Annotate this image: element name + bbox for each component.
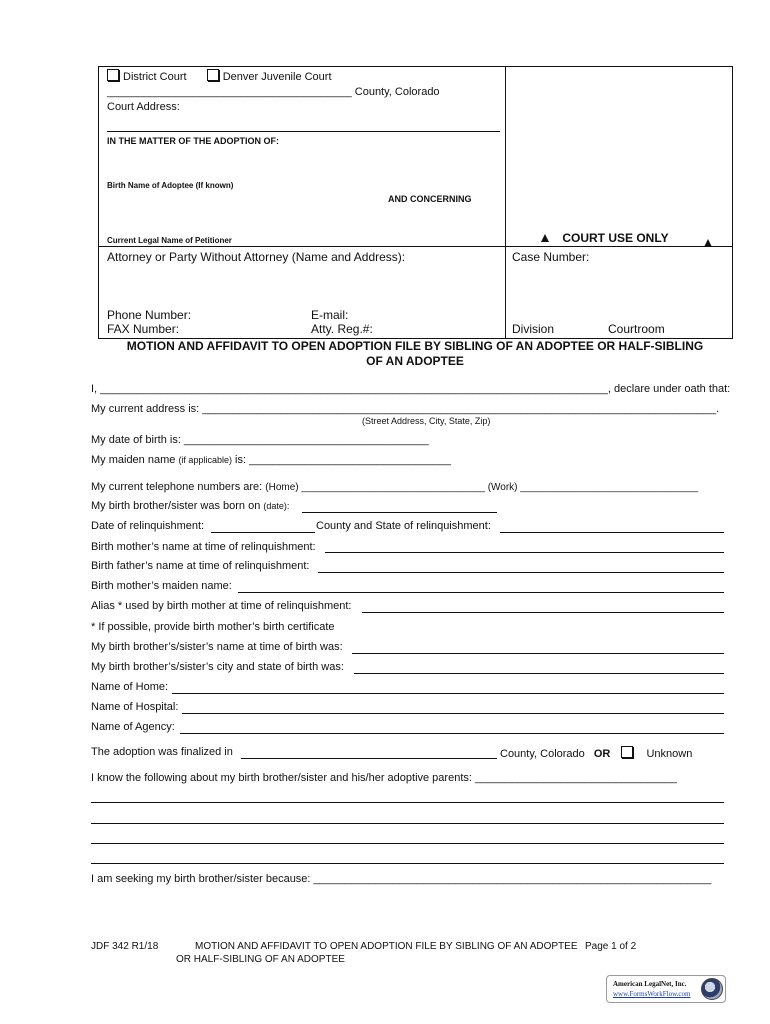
globe-icon <box>701 978 723 1000</box>
sibling-name-label: My birth brother’s/sister’s name at time of birth was: <box>91 641 343 653</box>
mother-maiden-label: Birth mother’s maiden name: <box>91 580 232 592</box>
name-home-label: Name of Home: <box>91 681 169 693</box>
caption-divider <box>107 131 500 132</box>
sibling-born-field[interactable] <box>302 512 497 513</box>
case-number-label: Case Number: <box>512 250 590 264</box>
sibling-city-field[interactable] <box>354 673 724 674</box>
relinquishment-date-field[interactable] <box>211 532 315 533</box>
alias-field[interactable] <box>362 612 724 613</box>
maiden-name-field[interactable]: is: _________________________________ <box>235 454 451 466</box>
address-hint: (Street Address, City, State, Zip) <box>362 416 491 426</box>
division-label: Division <box>512 322 555 336</box>
denver-juvenile-label: Denver Juvenile Court <box>222 71 332 83</box>
or-label: OR <box>593 748 611 760</box>
atty-reg-label: Atty. Reg.#: <box>311 322 373 336</box>
unknown-checkbox[interactable] <box>621 746 633 758</box>
denver-juvenile-checkbox[interactable] <box>207 69 219 81</box>
father-name-field[interactable] <box>318 572 724 573</box>
up-arrow-icon <box>704 234 712 252</box>
court-use-only <box>541 231 669 245</box>
attorney-label: Attorney or Party Without Attorney (Name and Address): <box>107 250 406 264</box>
phones-fields[interactable]: (Home) _________________________________ (Work) ________________________________ <box>265 482 699 493</box>
sibling-city-label: My birth brother’s/sister’s city and state of birth was: <box>91 661 344 673</box>
name-agency-field[interactable] <box>180 733 724 734</box>
footer-title-line1: MOTION AND AFFIDAVIT TO OPEN ADOPTION FILE BY SIBLING OF AN ADOPTEE <box>195 941 578 952</box>
district-court-label: District Court <box>123 71 187 83</box>
sibling-born-hint: (date): <box>263 501 290 511</box>
maiden-name-hint: (if applicable) <box>178 455 232 465</box>
name-home-field[interactable] <box>172 693 724 694</box>
alias-label: Alias * used by birth mother at time of relinquishment: <box>91 600 352 612</box>
footer-title-line2: OR HALF-SIBLING OF AN ADOPTEE <box>176 954 345 965</box>
district-court-checkbox[interactable] <box>107 69 119 81</box>
address-line[interactable]: My current address is: ____________________________________________________________________________________. <box>91 403 720 415</box>
up-arrow-icon <box>541 234 549 242</box>
i-know-line[interactable]: I know the following about my birth brother/sister and his/her adoptive parents: _________________________________ <box>91 772 677 784</box>
footer-form-id: JDF 342 R1/18 <box>91 941 159 952</box>
relinquishment-county-label: County and State of relinquishment: <box>316 520 491 532</box>
sibling-name-field[interactable] <box>352 653 724 654</box>
father-name-label: Birth father’s name at time of relinquishment: <box>91 560 310 572</box>
fax-label: FAX Number: <box>107 322 180 336</box>
american-legalnet-logo[interactable] <box>606 975 726 1003</box>
logo-url[interactable]: www.FormsWorkFlow.com <box>613 990 691 998</box>
courtroom-label: Courtroom <box>608 322 665 336</box>
form-title <box>98 339 732 369</box>
birth-name-label: Birth Name of Adoptee (If known) <box>107 181 234 190</box>
footer-page: Page 1 of 2 <box>585 941 637 952</box>
finalized-line-end <box>500 746 692 760</box>
finalized-county-label: County, Colorado <box>500 748 585 760</box>
footnote: * If possible, provide birth mother’s birth certificate <box>91 621 335 633</box>
form-title-line2: OF AN ADOPTEE <box>366 354 464 368</box>
court-address-label: Court Address: <box>107 101 180 113</box>
i-know-field-line-2[interactable] <box>91 823 724 824</box>
in-the-matter-label: IN THE MATTER OF THE ADOPTION OF: <box>107 136 279 146</box>
and-concerning-label: AND CONCERNING <box>388 194 472 204</box>
sibling-born-label: My birth brother/sister was born on <box>91 500 261 512</box>
finalized-county-field[interactable] <box>241 758 497 759</box>
mother-name-field[interactable] <box>325 552 724 553</box>
name-hospital-label: Name of Hospital: <box>91 701 179 713</box>
phones-label: My current telephone numbers are: <box>91 481 263 493</box>
email-label: E-mail: <box>311 308 349 322</box>
phones-line[interactable] <box>91 481 698 493</box>
relinquishment-date-label: Date of relinquishment: <box>91 520 205 532</box>
county-line[interactable]: ________________________________________ County, Colorado <box>107 86 440 98</box>
phone-label: Phone Number: <box>107 308 192 322</box>
mother-name-label: Birth mother’s name at time of relinquishment: <box>91 541 316 553</box>
unknown-label: Unknown <box>646 748 693 760</box>
sibling-born-line <box>91 500 289 512</box>
mother-maiden-field[interactable] <box>238 592 724 593</box>
current-legal-name-label: Current Legal Name of Petitioner <box>107 236 232 245</box>
dob-line[interactable]: My date of birth is: ________________________________________ <box>91 434 429 446</box>
name-hospital-field[interactable] <box>182 713 724 714</box>
i-know-field-line-1[interactable] <box>91 802 724 803</box>
maiden-name-line[interactable] <box>91 454 451 466</box>
seeking-line[interactable]: I am seeking my birth brother/sister because: _________________________________________________________________ <box>91 873 712 885</box>
i-know-field-line-4[interactable] <box>91 863 724 864</box>
maiden-name-label: My maiden name <box>91 454 176 466</box>
name-agency-label: Name of Agency: <box>91 721 175 733</box>
court-use-only-label: COURT USE ONLY <box>562 231 669 245</box>
finalized-label: The adoption was finalized in <box>91 746 233 758</box>
logo-name: American LegalNet, Inc. <box>613 980 687 988</box>
declare-line[interactable]: I, ___________________________________________________________________________________, declare under oath that: <box>91 383 731 395</box>
form-title-line1: MOTION AND AFFIDAVIT TO OPEN ADOPTION FILE BY SIBLING OF AN ADOPTEE OR HALF-SIBLING <box>126 339 704 353</box>
court-type-row <box>107 69 332 83</box>
relinquishment-county-field[interactable] <box>500 532 724 533</box>
i-know-field-line-3[interactable] <box>91 843 724 844</box>
